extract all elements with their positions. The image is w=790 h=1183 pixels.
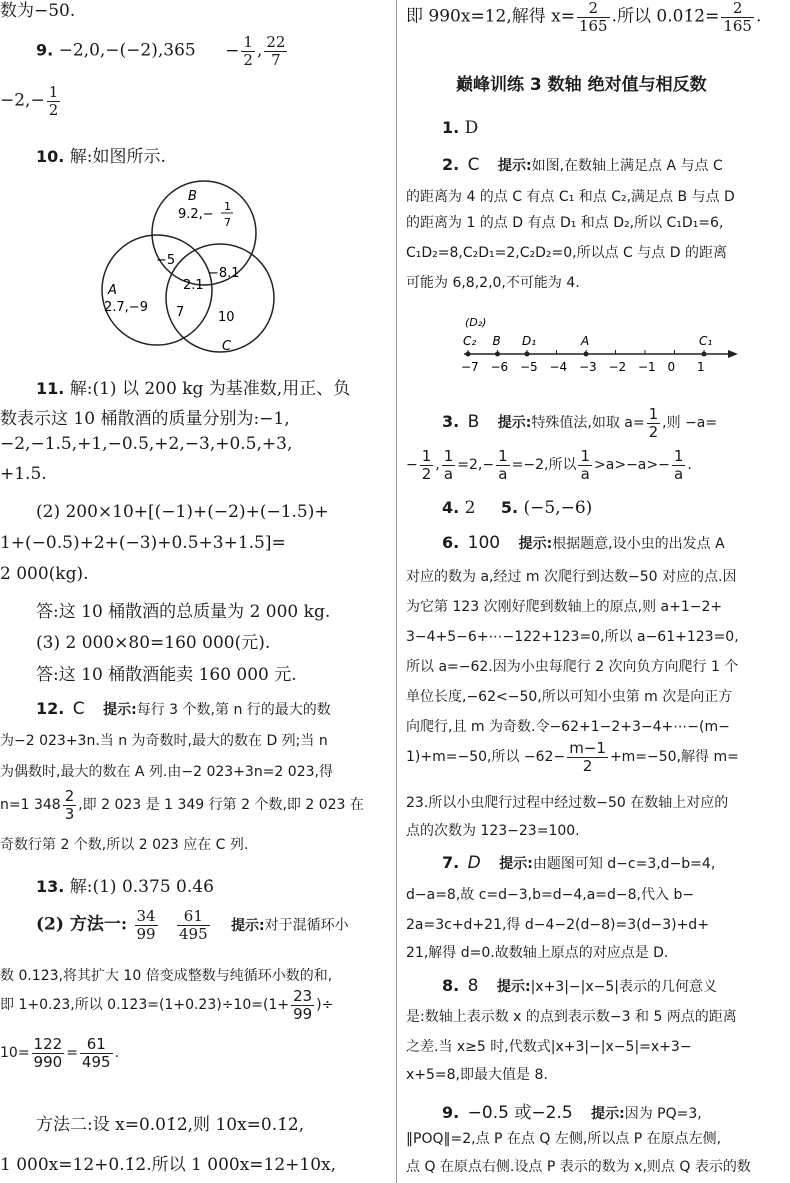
text-line: 为偶数时,最大的数在 A 列.由−2 023+3n=2 023,得: [0, 764, 333, 780]
fraction: $\frac{1}{2}$: [648, 405, 659, 441]
fraction: $\frac{1}{2}$: [243, 33, 253, 69]
text-line: 是:数轴上表示数 x 的点到表示数−3 和 5 两点的距离: [406, 1009, 737, 1025]
circle-c: [166, 244, 274, 352]
label-d2: (D₂): [465, 316, 487, 329]
text-line: n=1 348 $\frac{2}{3}$ ,即 2 023 是 1 349 行第 2 个数,即 2 023 在: [0, 787, 364, 823]
ab-region: −5: [156, 253, 176, 268]
text-line: C₁D₂=8,C₂D₁=2,C₂D₂=0,所以点 C 与点 D 的距离: [406, 245, 727, 261]
text-line: −2,−1.5,+1,−0.5,+2,−3,+0.5,+3,: [0, 434, 293, 454]
tick-label: −3: [579, 360, 597, 374]
question-number: 9.: [36, 40, 54, 60]
tick-label: 0: [667, 360, 676, 374]
question-9: 9. −2,0,−(−2),365 − $\frac{1}{2}$ , $\frac{22}{7}$: [36, 33, 286, 69]
label-b: B: [188, 189, 197, 204]
question-3: 3. B 提示:特殊值法,如取 a= $\frac{1}{2}$ ,则 −a=: [442, 405, 718, 441]
fraction: $\frac{2}{165}$: [723, 0, 752, 35]
fraction: $\frac{2}{165}$: [578, 0, 608, 35]
text-line: 对应的数为 a,经过 m 次爬行到达数−50 对应的点.因: [406, 569, 737, 585]
text-line: 单位长度,−62<−50,所以可知小虫第 m 次是向正方: [406, 689, 733, 705]
circle-b: [152, 181, 256, 285]
point-dot: [702, 352, 707, 357]
text-line: ‖POQ‖=2,点 P 在点 Q 左侧,所以点 P 在原点左侧,: [406, 1131, 722, 1147]
column-divider: [396, 0, 397, 1183]
text-line: 所以 a=−62.因为小虫每爬行 2 次向负方向爬行 1 个: [406, 659, 739, 675]
point-dot: [584, 352, 589, 357]
text-line: 数表示这 10 桶散酒的质量分别为:−1,: [0, 409, 290, 429]
text-line: 点的次数为 123−23=100.: [406, 823, 580, 839]
text-line: 奇数行第 2 个数,所以 2 023 应在 C 列.: [0, 837, 249, 853]
bc-region: −8.1: [208, 266, 240, 281]
text-line: (2) 方法一: $\frac{34}{99}$ $\frac{61}{495}$ 提示:对于混循环小: [36, 907, 349, 943]
point-label: A: [581, 334, 590, 348]
text-line: 1 000x=12+0.1̇2̇.所以 1 000x=12+10x,: [0, 1155, 337, 1175]
point-label: C₂: [463, 334, 477, 348]
text-line: x+5=8,即最大值是 8.: [406, 1067, 548, 1083]
abc-region: 2.1: [183, 278, 204, 293]
point-dot: [495, 352, 500, 357]
label-a: A: [108, 283, 117, 298]
text-line: 答:这 10 桶散酒能卖 160 000 元.: [36, 665, 297, 685]
question-8: 8. 8 提示:|x+3|−|x−5|表示的几何意义: [442, 976, 718, 996]
text-line: 1)+m=−50,所以 −62− $\frac{m-1}{2}$ +m=−50,解得 m=: [406, 739, 739, 775]
venn-diagram: [100, 180, 290, 360]
point-dot: [525, 352, 530, 357]
section-title: 巅峰训练 3 数轴 绝对值与相反数: [456, 75, 707, 95]
question-2: 2. C 提示:如图,在数轴上满足点 A 与点 C: [442, 155, 723, 175]
text-line: d−a=8,故 c=d−3,b=d−4,a=d−8,代入 b−: [406, 887, 695, 903]
text-line: 之差.当 x≥5 时,代数式|x+3|−|x−5|=x+3−: [406, 1039, 692, 1055]
tick-label: −5: [520, 360, 538, 374]
text-line: 23.所以小虫爬行过程中经过数−50 在数轴上对应的: [406, 795, 729, 811]
point-label: D₁: [522, 334, 537, 348]
text-line: 方法二:设 x=0.01̇2̇,则 10x=0.1̇2̇,: [36, 1115, 305, 1135]
text-line: 向爬行,且 m 为奇数.令−62+1−2+3−4+⋯−(m−: [406, 719, 730, 735]
tick-label: −6: [490, 360, 509, 374]
point-label: C₁: [699, 334, 713, 348]
question-12: 12. C 提示:每行 3 个数,第 n 行的最大的数: [36, 699, 331, 719]
b-only: 9.2,−: [178, 207, 214, 222]
ac-region: 7: [176, 305, 185, 320]
tick-label: −1: [638, 360, 656, 374]
text-line: 答:这 10 桶散酒的总质量为 2 000 kg.: [36, 602, 331, 622]
tick-label: −4: [549, 360, 568, 374]
text-line: 数 0.12̇3̇,将其扩大 10 倍变成整数与纯循环小数的和,: [0, 968, 333, 984]
text-line: 为它第 123 次刚好爬到数轴上的原点,则 a+1−2+: [406, 599, 723, 615]
fraction: $\frac{22}{7}$: [266, 33, 286, 69]
text-line: 2a=3c+d+21,得 d−4−2(d−8)=3(d−3)+d+: [406, 917, 709, 933]
fraction: $\frac{61}{495}$: [81, 1035, 111, 1071]
text-line: − $\frac{1}{2}$ , $\frac{1}{a}$ =2,− $\frac{1}{a}$ =−2,所以 $\frac{1}{a}$ >a>−a>− $\frac{1}{a}$ .: [406, 447, 692, 483]
fraction: $\frac{34}{99}$: [136, 907, 156, 943]
text-line: 2 000(kg).: [0, 564, 89, 584]
tick-label: −7: [461, 360, 479, 374]
point-label: B: [492, 334, 501, 348]
text-line: 为−2 023+3n.当 n 为奇数时,最大的数在 D 列;当 n: [0, 733, 328, 749]
fraction: $\frac{61}{495}$: [179, 907, 208, 943]
a-only: 2.7,−9: [104, 300, 148, 315]
question-10: 10. 解:如图所示.: [36, 147, 166, 167]
fraction: $\frac{1}{2}$: [48, 83, 59, 119]
text-line: 21,解得 d=0.故数轴上原点的对应点是 D.: [406, 945, 669, 961]
question-11: 11. 解:(1) 以 200 kg 为基准数,用正、负: [36, 379, 351, 399]
question-13: 13. 解:(1) 0.375 0.46̇: [36, 877, 214, 897]
text-line: (2) 200×10+[(−1)+(−2)+(−1.5)+: [36, 502, 329, 522]
question-9-cont: −2,− $\frac{1}{2}$: [0, 83, 59, 119]
b-frac-num: 1: [224, 200, 231, 213]
text-line: 可能为 6,8,2,0,不可能为 4.: [406, 275, 580, 291]
question-1: 1. D: [442, 118, 479, 138]
text-line: 10= $\frac{122}{990}$ = $\frac{61}{495}$ .: [0, 1035, 120, 1071]
text-line: +1.5.: [0, 464, 47, 484]
text-line: 数为−50.: [0, 1, 76, 21]
answer-text: −2,0,−(−2),365: [58, 40, 196, 61]
label-c: C: [222, 339, 232, 354]
question-9-right: 9. −0.5 或−2.5 提示:因为 PQ=3,: [442, 1103, 702, 1123]
text-line: 的距离为 1 的点 D 有点 D₁ 和点 D₂,所以 C₁D₁=6,: [406, 215, 724, 231]
text-line: 3−4+5−6+⋯−122+123=0,所以 a−61+123=0,: [406, 629, 739, 645]
text-line: 即 1+0.2̇3̇,所以 0.12̇3̇=(1+0.2̇3̇)÷10=(1+ $\frac{23}{99}$ )÷: [0, 987, 334, 1023]
c-only: 10: [218, 310, 235, 325]
tick-label: −2: [608, 360, 627, 374]
question-7: 7. D 提示:由题图可知 d−c=3,d−b=4,: [442, 853, 716, 873]
text-line: 的距离为 4 的点 C 有点 C₁ 和点 C₂,满足点 B 与点 D: [406, 189, 735, 205]
text-line: 即 990x=12,解得 x= $\frac{2}{165}$ .所以 0.01̇2̇= $\frac{2}{165}$ .: [406, 0, 762, 35]
b-frac-den: 7: [224, 216, 231, 229]
text-line: 1+(−0.5)+2+(−3)+0.5+3+1.5]=: [0, 533, 286, 553]
fraction: $\frac{2}{3}$: [64, 787, 75, 823]
tick-label: 1: [697, 360, 705, 374]
text-line: (3) 2 000×80=160 000(元).: [36, 633, 271, 653]
text-line: 点 Q 在原点右侧.设点 P 表示的数为 x,则点 Q 表示的数: [406, 1159, 751, 1175]
question-4-5: 4. 2 5. (−5,−6): [442, 498, 593, 518]
question-6: 6. 100 提示:根据题意,设小虫的出发点 A: [442, 533, 725, 553]
number-line: [456, 312, 746, 382]
axis-arrow: [728, 350, 738, 358]
fraction: $\frac{122}{990}$: [33, 1035, 63, 1071]
point-dot: [466, 352, 471, 357]
fraction: $\frac{23}{99}$: [293, 987, 313, 1023]
